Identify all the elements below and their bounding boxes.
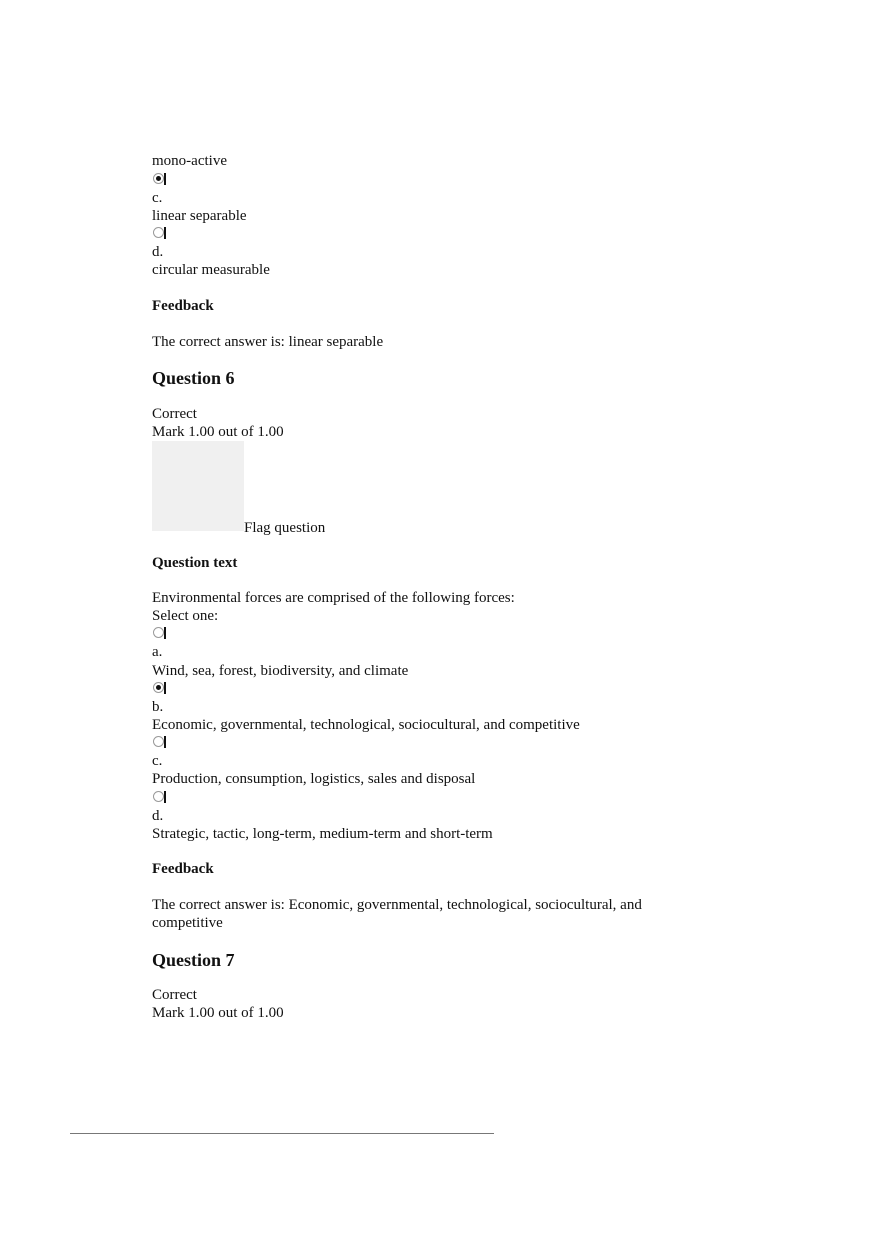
option-letter: b. — [152, 699, 164, 715]
footer-rule — [70, 1133, 494, 1134]
radio-unchecked-icon — [153, 227, 164, 238]
option-text: Economic, governmental, technological, sociocultural, and competitive — [152, 717, 580, 733]
question-status: Correct — [152, 406, 197, 422]
option-letter: a. — [152, 644, 163, 660]
radio-option-d[interactable] — [153, 791, 167, 803]
radio-bar — [164, 173, 166, 185]
radio-option-b[interactable] — [153, 682, 167, 694]
radio-option-a[interactable] — [153, 627, 167, 639]
flag-question-link[interactable]: Flag question — [244, 520, 326, 536]
feedback-heading: Feedback — [152, 298, 214, 314]
question-text: Environmental forces are comprised of the following forces: — [152, 590, 515, 606]
option-text: circular measurable — [152, 262, 270, 278]
option-text: linear separable — [152, 208, 247, 224]
option-letter: d. — [152, 244, 164, 260]
radio-bar — [164, 627, 166, 639]
flag-image[interactable] — [152, 441, 244, 531]
radio-option-c[interactable] — [153, 173, 167, 185]
option-letter: d. — [152, 808, 164, 824]
radio-bar — [164, 682, 166, 694]
radio-unchecked-icon — [153, 736, 164, 747]
option-text: mono-active — [152, 153, 227, 169]
radio-unchecked-icon — [153, 791, 164, 802]
feedback-text-cont: competitive — [152, 915, 223, 931]
radio-bar — [164, 791, 166, 803]
option-text: Production, consumption, logistics, sales and disposal — [152, 771, 476, 787]
question-title: Question 6 — [152, 368, 235, 388]
question-status: Correct — [152, 987, 197, 1003]
question-mark: Mark 1.00 out of 1.00 — [152, 1005, 284, 1021]
feedback-heading: Feedback — [152, 861, 214, 877]
select-one-label: Select one: — [152, 608, 219, 624]
question-title: Question 7 — [152, 950, 235, 970]
question-mark: Mark 1.00 out of 1.00 — [152, 424, 284, 440]
option-letter: c. — [152, 190, 163, 206]
feedback-text: The correct answer is: Economic, governmental, technological, sociocultural, and — [152, 897, 642, 913]
radio-bar — [164, 227, 166, 239]
radio-bar — [164, 736, 166, 748]
radio-option-d[interactable] — [153, 227, 167, 239]
option-letter: c. — [152, 753, 163, 769]
option-text: Wind, sea, forest, biodiversity, and climate — [152, 663, 409, 679]
feedback-text: The correct answer is: linear separable — [152, 334, 384, 350]
option-text: Strategic, tactic, long-term, medium-term and short-term — [152, 826, 493, 842]
radio-checked-icon — [153, 682, 164, 693]
question-text-heading: Question text — [152, 555, 238, 571]
radio-unchecked-icon — [153, 627, 164, 638]
radio-checked-icon — [153, 173, 164, 184]
radio-option-c[interactable] — [153, 736, 167, 748]
